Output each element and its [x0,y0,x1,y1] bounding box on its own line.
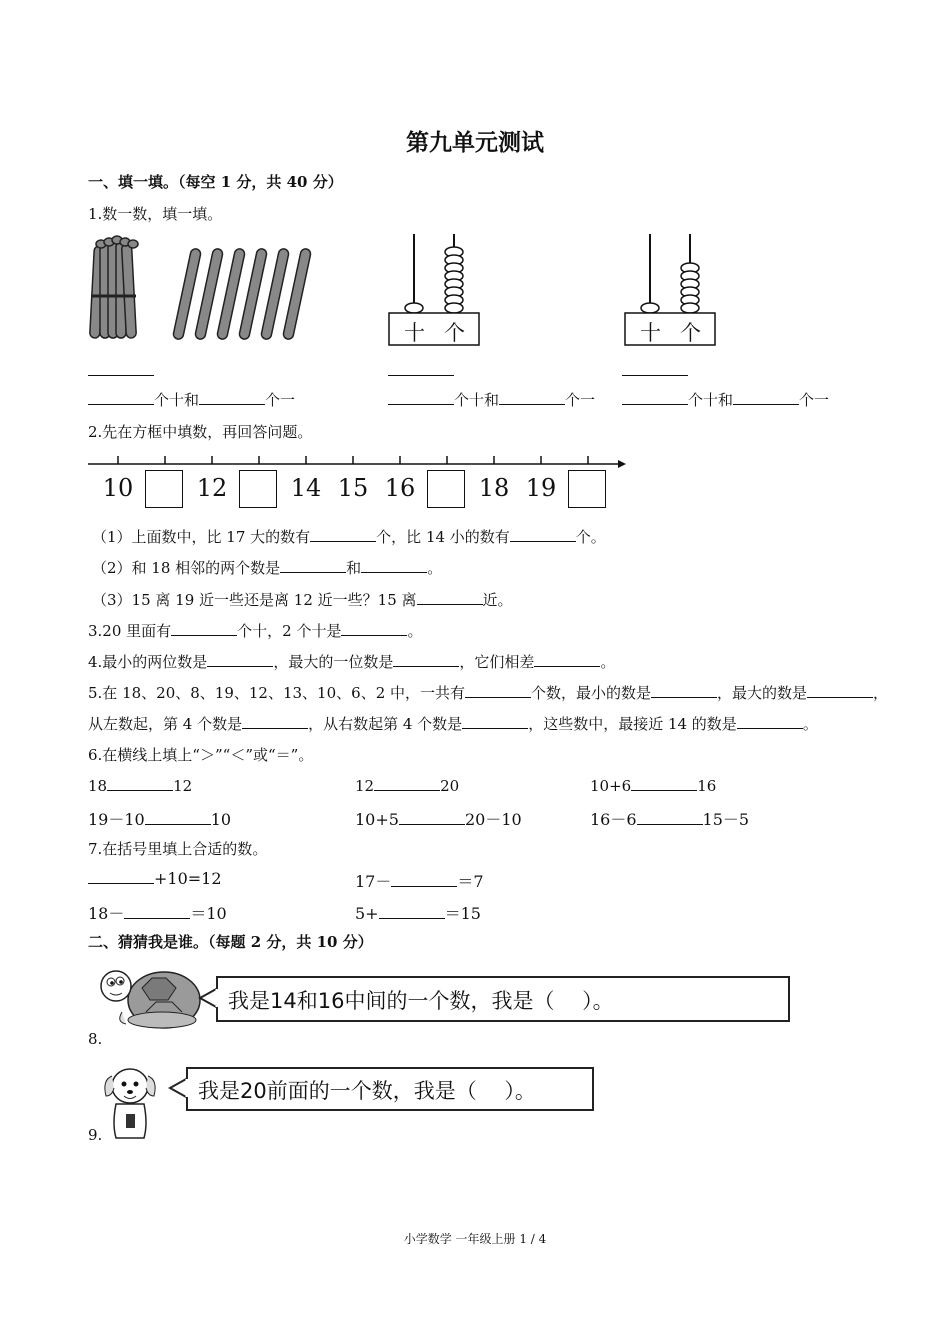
answer-blank[interactable] [242,714,308,729]
q1-answer-line-2: 个十和 个一 [388,389,595,410]
abacus-1 [388,232,482,348]
bubble-pointer-icon [198,986,218,1010]
q6-text: 6.在横线上填上“＞”“＜”或“＝”。 [88,746,314,764]
speech-bubble: 我是14和16中间的一个数，我是（ ）。 [216,976,790,1022]
tens-label: 十 [404,321,425,345]
number-line-label: 16 [384,474,416,502]
number-box-blank[interactable] [145,470,183,508]
answer-blank[interactable] [391,872,457,887]
q7-text: 7.在括号里填上合适的数。 [88,840,268,858]
bubble-pointer-icon [168,1076,188,1100]
answer-blank[interactable] [465,683,531,698]
sticks-illustration [86,234,316,344]
answer-blank[interactable] [510,527,576,542]
compare-item: 10+5 20－10 [355,810,522,829]
answer-blank[interactable] [417,590,483,605]
answer-blank[interactable] [361,558,427,573]
answer-blank[interactable] [737,714,803,729]
q5-line-2: 从左数起，第 4 个数是 ，从右数起第 4 个数是 ，这些数中，最接近 14 的数是 。 [88,715,818,733]
single-sticks-icon [173,248,312,340]
fill-item: +10=12 [88,869,222,888]
answer-blank[interactable] [341,621,407,636]
answer-blank[interactable] [88,869,154,884]
q1-answer-line-1: 个十和 个一 [88,389,295,410]
answer-blank[interactable] [534,652,600,667]
page-title: 第九单元测试 [406,129,544,156]
q9-number: 9. [88,1126,103,1144]
q1-answer-line-3: 个十和 个一 [622,389,829,410]
turtle-icon [98,962,206,1032]
q8-number: 8. [88,1030,103,1048]
answer-blank[interactable] [622,390,688,405]
answer-blank[interactable] [499,390,565,405]
ones-label: 个 [444,321,465,345]
compare-item: 19－10 10 [88,810,232,829]
answer-blank[interactable] [388,361,454,376]
answer-blank[interactable] [462,714,528,729]
q3: 3.20 里面有 个十，2 个十是 。 [88,622,423,640]
answer-blank[interactable] [145,810,211,825]
answer-blank[interactable] [280,558,346,573]
answer-blank[interactable] [310,527,376,542]
q2-sub1: （1）上面数中，比 17 大的数有 个，比 14 小的数有 个。 [92,528,606,546]
puppy-icon [100,1062,160,1142]
fill-item: 17－ ＝7 [355,872,484,891]
compare-item: 16－6 15－5 [590,810,750,829]
compare-item: 10+6 16 [590,777,717,795]
answer-blank[interactable] [622,361,688,376]
answer-blank[interactable] [207,652,273,667]
number-line-label: 18 [478,474,510,502]
number-line-label: 19 [525,474,557,502]
answer-blank[interactable] [379,904,445,919]
fill-item: 18－ ＝10 [88,904,227,923]
compare-item: 12 20 [355,777,460,795]
answer-blank[interactable] [88,390,154,405]
abacus-icon [624,232,718,348]
stick-bundle-icon [90,236,138,338]
speech-bubble: 我是20前面的一个数，我是（ ）。 [186,1067,594,1111]
answer-blank[interactable] [651,683,717,698]
abacus-icon [388,232,482,348]
ones-label: 个 [680,321,701,345]
answer-blank[interactable] [124,904,190,919]
answer-blank[interactable] [388,390,454,405]
q1-text: 1.数一数，填一填。 [88,205,223,223]
section-1-heading: 一、填一填。（每空 1 分，共 40 分） [88,173,343,191]
answer-blank[interactable] [171,621,237,636]
q2-sub3: （3）15 离 19 近一些还是离 12 近一些？15 离 近。 [92,591,513,609]
q2-sub2: （2）和 18 相邻的两个数是 和 。 [92,559,443,577]
number-line-label: 15 [337,474,369,502]
q4: 4.最小的两位数是 ，最大的一位数是 ，它们相差 。 [88,653,616,671]
answer-blank[interactable] [733,390,799,405]
tens-label: 十 [640,321,661,345]
abacus-2 [624,232,718,348]
answer-blank[interactable] [637,810,703,825]
answer-blank[interactable] [807,683,873,698]
section-2-heading: 二、猜猜我是谁。（每题 2 分，共 10 分） [88,933,373,951]
fill-item: 5+ ＝15 [355,904,481,923]
arrow-right-icon [618,460,626,468]
answer-blank[interactable] [399,810,465,825]
number-line-label: 12 [196,474,228,502]
answer-blank[interactable] [631,776,697,791]
q2-text: 2.先在方框中填数，再回答问题。 [88,423,313,441]
q5-line-1: 5.在 18、20、8、19、12、13、10、6、2 中，一共有 个数，最小的数是 ，最大的数是 ， [88,684,889,702]
answer-blank[interactable] [88,361,154,376]
number-box-blank[interactable] [239,470,277,508]
answer-blank[interactable] [374,776,440,791]
number-line-label: 14 [290,474,322,502]
number-box-blank[interactable] [568,470,606,508]
answer-blank[interactable] [107,776,173,791]
number-box-blank[interactable] [427,470,465,508]
number-line-label: 10 [102,474,134,502]
answer-blank[interactable] [199,390,265,405]
answer-blank[interactable] [393,652,459,667]
page-footer: 小学数学 一年级上册 1 / 4 [403,1232,547,1246]
compare-item: 18 12 [88,777,193,795]
